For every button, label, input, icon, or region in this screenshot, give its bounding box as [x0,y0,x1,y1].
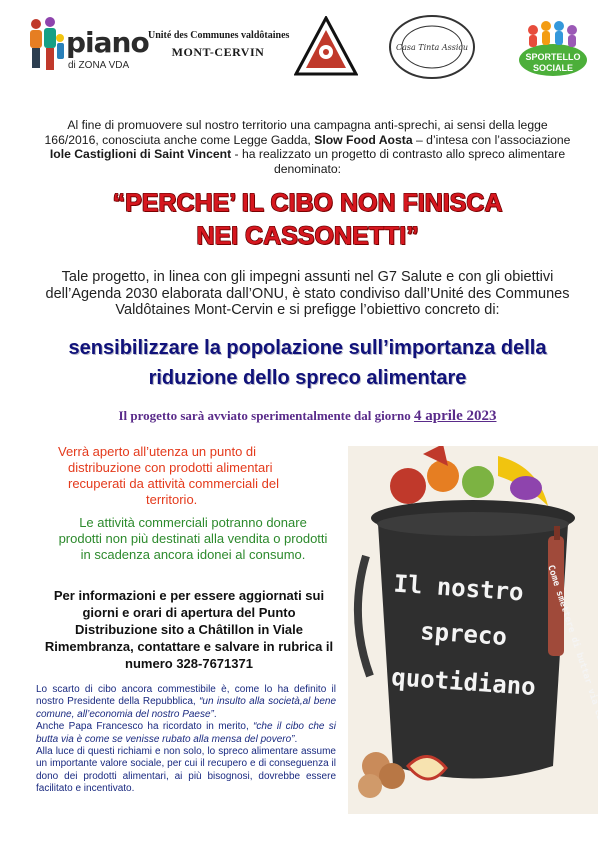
poster-line3: quotidiano [390,663,537,702]
quote-p2 [36,721,336,746]
objective-line1: sensibilizzare la popolazione sull’importanza della [68,337,547,359]
intro-text1: Al fine di promuovere sul nostro territorio una campagna anti-sprechi, ai sensi della legge 166/2016, conosciuta anche come Legge Gadda, [44,118,548,147]
piano-logo-sub: di ZONA VDA [68,60,130,71]
start-text: Il progetto sarà avviato sperimentalmente dal giorno [118,408,414,423]
piano-di-zona-logo [26,14,149,76]
quote-paragraph [36,684,336,796]
quote-p3: Alla luce di questi richiami e non solo, lo spreco alimentare assume un importante valore sociale, per cui il recupero e di conseguenza il dono dei prodotti alimentari, ai più bisognosi, dovrebbe essere facilitato e incentivato. [36,746,336,795]
sportello-line2: SOCIALE [532,63,573,73]
unite-line1: Unité des Communes valdôtaines [148,30,290,41]
trash-can-poster [348,446,598,814]
title-line2: NEI CASSONETTI” [196,222,419,250]
intro-paragraph [40,118,575,176]
poster-line2: spreco [419,617,508,652]
quote-p2b: “che il cibo che si butta via è come se venisse rubato alla mensa del povero” [36,721,337,745]
red-line1: Verrà aperto all’utenza un punto di [58,444,257,459]
start-date: 4 aprile 2023 [413,408,497,424]
title-line1: “PERCHE’ IL CIBO NON FINISCA [112,189,503,217]
quote-p1b: “un insulto alla società,al bene comune, all’economia del nostro Paese” [36,696,336,720]
red-line2: distribuzione con prodotti alimentari [68,460,273,475]
intro-text2: – d’intesa con l’associazione [412,132,571,147]
quote-p2c: . [294,733,298,745]
info-contact-text: Per informazioni e per essere aggiornati sui giorni e orari di apertura del Punto Distribuzione sito a Châtillon in Viale Rimembranza, contattare e salvare in rubrica il numero 328-7671371 [44,588,334,671]
iole-castiglioni-stamp [388,14,476,80]
quote-p1 [36,684,336,721]
donation-text: Le attività commerciali potranno donare prodotti non più destinati alla vendita o prodotti in scadenza ancora idonei al consumo. [58,515,328,562]
unite-des-communes-logo [148,30,288,60]
apple-icon [462,466,494,498]
orange-icon [427,460,459,492]
intro-text3: - ha realizzato un progetto di contrasto allo spreco alimentare denominato: [231,147,566,176]
red-line4: territorio. [146,492,198,507]
intro-iole: Iole Castiglioni di Saint Vincent [49,147,232,161]
quote-p1c: . [213,708,217,720]
red-line3: recuperati da attività commerciali del [68,476,279,491]
mountain-logo-icon [294,16,358,76]
quote-p1a: Lo scarto di cibo ancora commestibile è, come lo ha definito il nostro Presidente della Repubblica, [36,684,336,708]
intro-slow-food: Slow Food Aosta [314,132,413,147]
campaign-title [30,187,585,253]
start-date-line [40,408,575,425]
sportello-line1: SPORTELLO [525,52,581,62]
project-description: Tale progetto, in linea con gli impegni assunti nel G7 Salute e con gli obiettivi dell’Agenda 2030 elaborata dall’ONU, è stato condiviso dall’Unité des Communes Valdôtaines Mont-Cervin e si prefigge l’obiettivo concreto di: [45,269,570,318]
unite-line2: MONT-CERVIN [171,45,265,59]
distribution-point-text [58,444,328,508]
objective-heading [40,333,575,393]
figures-icon [26,14,66,76]
svg-text:Casa Tinta Assicu: Casa Tinta Assicu [395,43,469,52]
eggplant-icon [510,476,542,500]
objective-line2: riduzione dello spreco alimentare [148,367,467,389]
quote-p2a: Anche Papa Francesco ha ricordato in merito, [36,721,254,733]
sportello-sociale-logo [513,16,593,78]
can-body [378,524,568,779]
poster-line1: Il nostro [392,569,525,607]
tomato-icon [390,468,426,504]
piano-logo-word: piano [66,26,149,59]
